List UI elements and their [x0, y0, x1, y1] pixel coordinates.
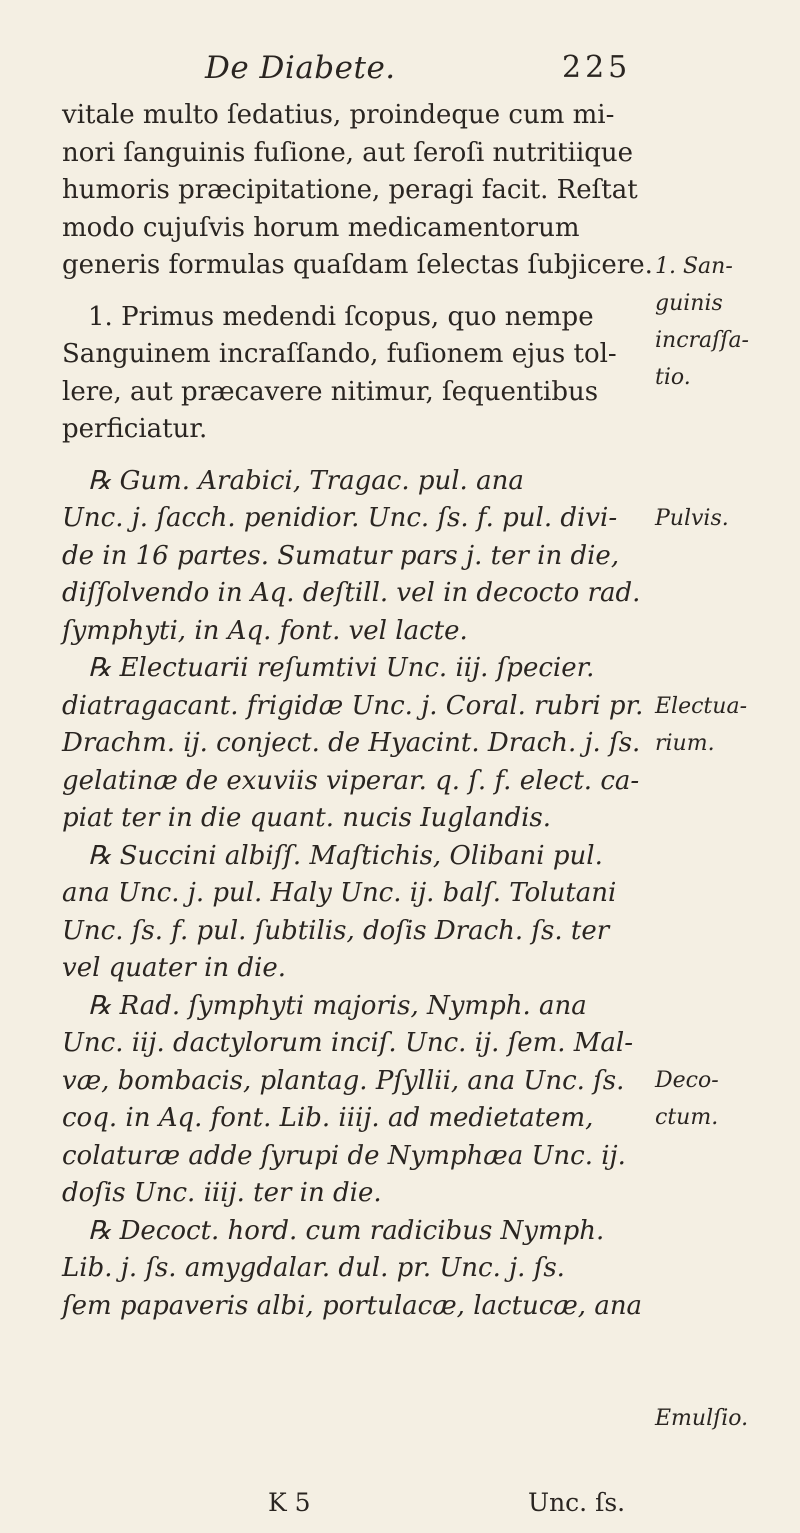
margin-note-line: incraſſa- — [655, 328, 749, 353]
page-number: 225 — [562, 50, 632, 85]
text-line: ſem papaveris albi, portulacæ, lactucæ, ana — [62, 1290, 643, 1321]
text-line: nori ſanguinis fuſione, aut ſeroſi nutritiique — [62, 137, 634, 168]
text-line: ℞ Rad. ſymphyti majoris, Nymph. ana — [88, 990, 587, 1021]
margin-note-line: ctum. — [655, 1105, 719, 1130]
text-line: doſis Unc. iiij. ter in die. — [62, 1178, 382, 1208]
text-line: gelatinæ de exuviis viperar. q. ſ. f. elect. ca- — [62, 765, 640, 796]
margin-note-line: Electua- — [655, 694, 747, 719]
margin-note — [655, 248, 795, 396]
text-line: Unc. iij. dactylorum inciſ. Unc. ij. ſem. Mal- — [62, 1028, 634, 1058]
text-line: ana Unc. j. pul. Haly Unc. ij. balſ. Tolutani — [62, 878, 617, 908]
margin-note — [655, 1062, 795, 1136]
running-title: De Diabete. — [205, 50, 396, 86]
margin-note-line: Emulſio. — [655, 1406, 749, 1431]
text-line: generis formulas quaſdam ſelectas ſubjicere. — [62, 250, 653, 280]
paragraph — [62, 299, 642, 449]
margin-note-line: guinis — [655, 291, 723, 316]
text-line: diſſolvendo in Aq. deſtill. vel in decocto rad. — [62, 578, 641, 608]
text-line: ℞ Gum. Arabici, Tragac. pul. ana — [88, 465, 524, 496]
text-line: piat ter in die quant. nucis Iuglandis. — [62, 803, 552, 833]
main-text — [62, 97, 653, 1325]
text-line: ſymphyti, in Aq. font. vel lacte. — [62, 615, 468, 646]
text-line: colaturæ adde ſyrupi de Nymphæa Unc. ij. — [62, 1140, 626, 1171]
margin-note-line: Pulvis. — [655, 506, 729, 531]
prescription — [62, 463, 642, 651]
margin-note-line: tio. — [655, 365, 691, 390]
text-line: Unc. ſs. f. pul. ſubtilis, doſis Drach. ſs. ter — [62, 915, 610, 946]
prescription — [62, 1213, 642, 1326]
catchword: Unc. ſs. — [528, 1488, 626, 1517]
text-line: 1. Primus medendi ſcopus, quo nempe — [88, 301, 594, 332]
text-line: perficiatur. — [62, 414, 208, 444]
text-line: vitale multo ſedatius, proindeque cum mi- — [62, 100, 615, 130]
prescription — [62, 838, 642, 988]
text-line: Sanguinem incraſſando, fuſionem ejus tol- — [62, 339, 617, 369]
margin-note — [655, 500, 795, 537]
margin-note-line: 1. San- — [655, 254, 733, 279]
text-line: ℞ Electuarii reſumtivi Unc. iij. ſpecier. — [88, 653, 595, 683]
signature-mark: K 5 — [268, 1488, 311, 1517]
text-line: vel quater in die. — [62, 953, 287, 983]
text-line: diatragacant. frigidæ Unc. j. Coral. rubri pr. — [62, 690, 644, 721]
text-line: væ, bombacis, plantag. Pſyllii, ana Unc. ſs. — [62, 1065, 625, 1096]
text-line: ℞ Decoct. hord. cum radicibus Nymph. — [88, 1215, 605, 1246]
text-line: ℞ Succini albiſſ. Maſtichis, Olibani pul. — [88, 840, 603, 871]
text-line: humoris præcipitatione, peragi facit. Reſtat — [62, 175, 638, 205]
text-line: Unc. j. ſacch. penidior. Unc. ſs. f. pul. divi- — [62, 503, 618, 533]
margin-note — [655, 1400, 795, 1437]
text-line: Drachm. ij. conject. de Hyacint. Drach. j. ſs. — [62, 728, 641, 758]
paragraph — [62, 97, 653, 285]
margin-note-line: rium. — [655, 731, 715, 756]
text-line: lere, aut præcavere nitimur, ſequentibus — [62, 376, 599, 407]
text-line: Lib. j. ſs. amygdalar. dul. pr. Unc. j. ſs. — [62, 1253, 565, 1283]
text-line: coq. in Aq. font. Lib. iiij. ad medietatem, — [62, 1103, 594, 1133]
margin-note-line: Deco- — [655, 1068, 719, 1093]
prescription — [62, 650, 642, 838]
prescription — [62, 988, 642, 1213]
text-line: de in 16 partes. Sumatur pars j. ter in die, — [62, 540, 620, 571]
margin-note — [655, 688, 795, 762]
text-line: modo cujuſvis horum medicamentorum — [62, 212, 580, 243]
